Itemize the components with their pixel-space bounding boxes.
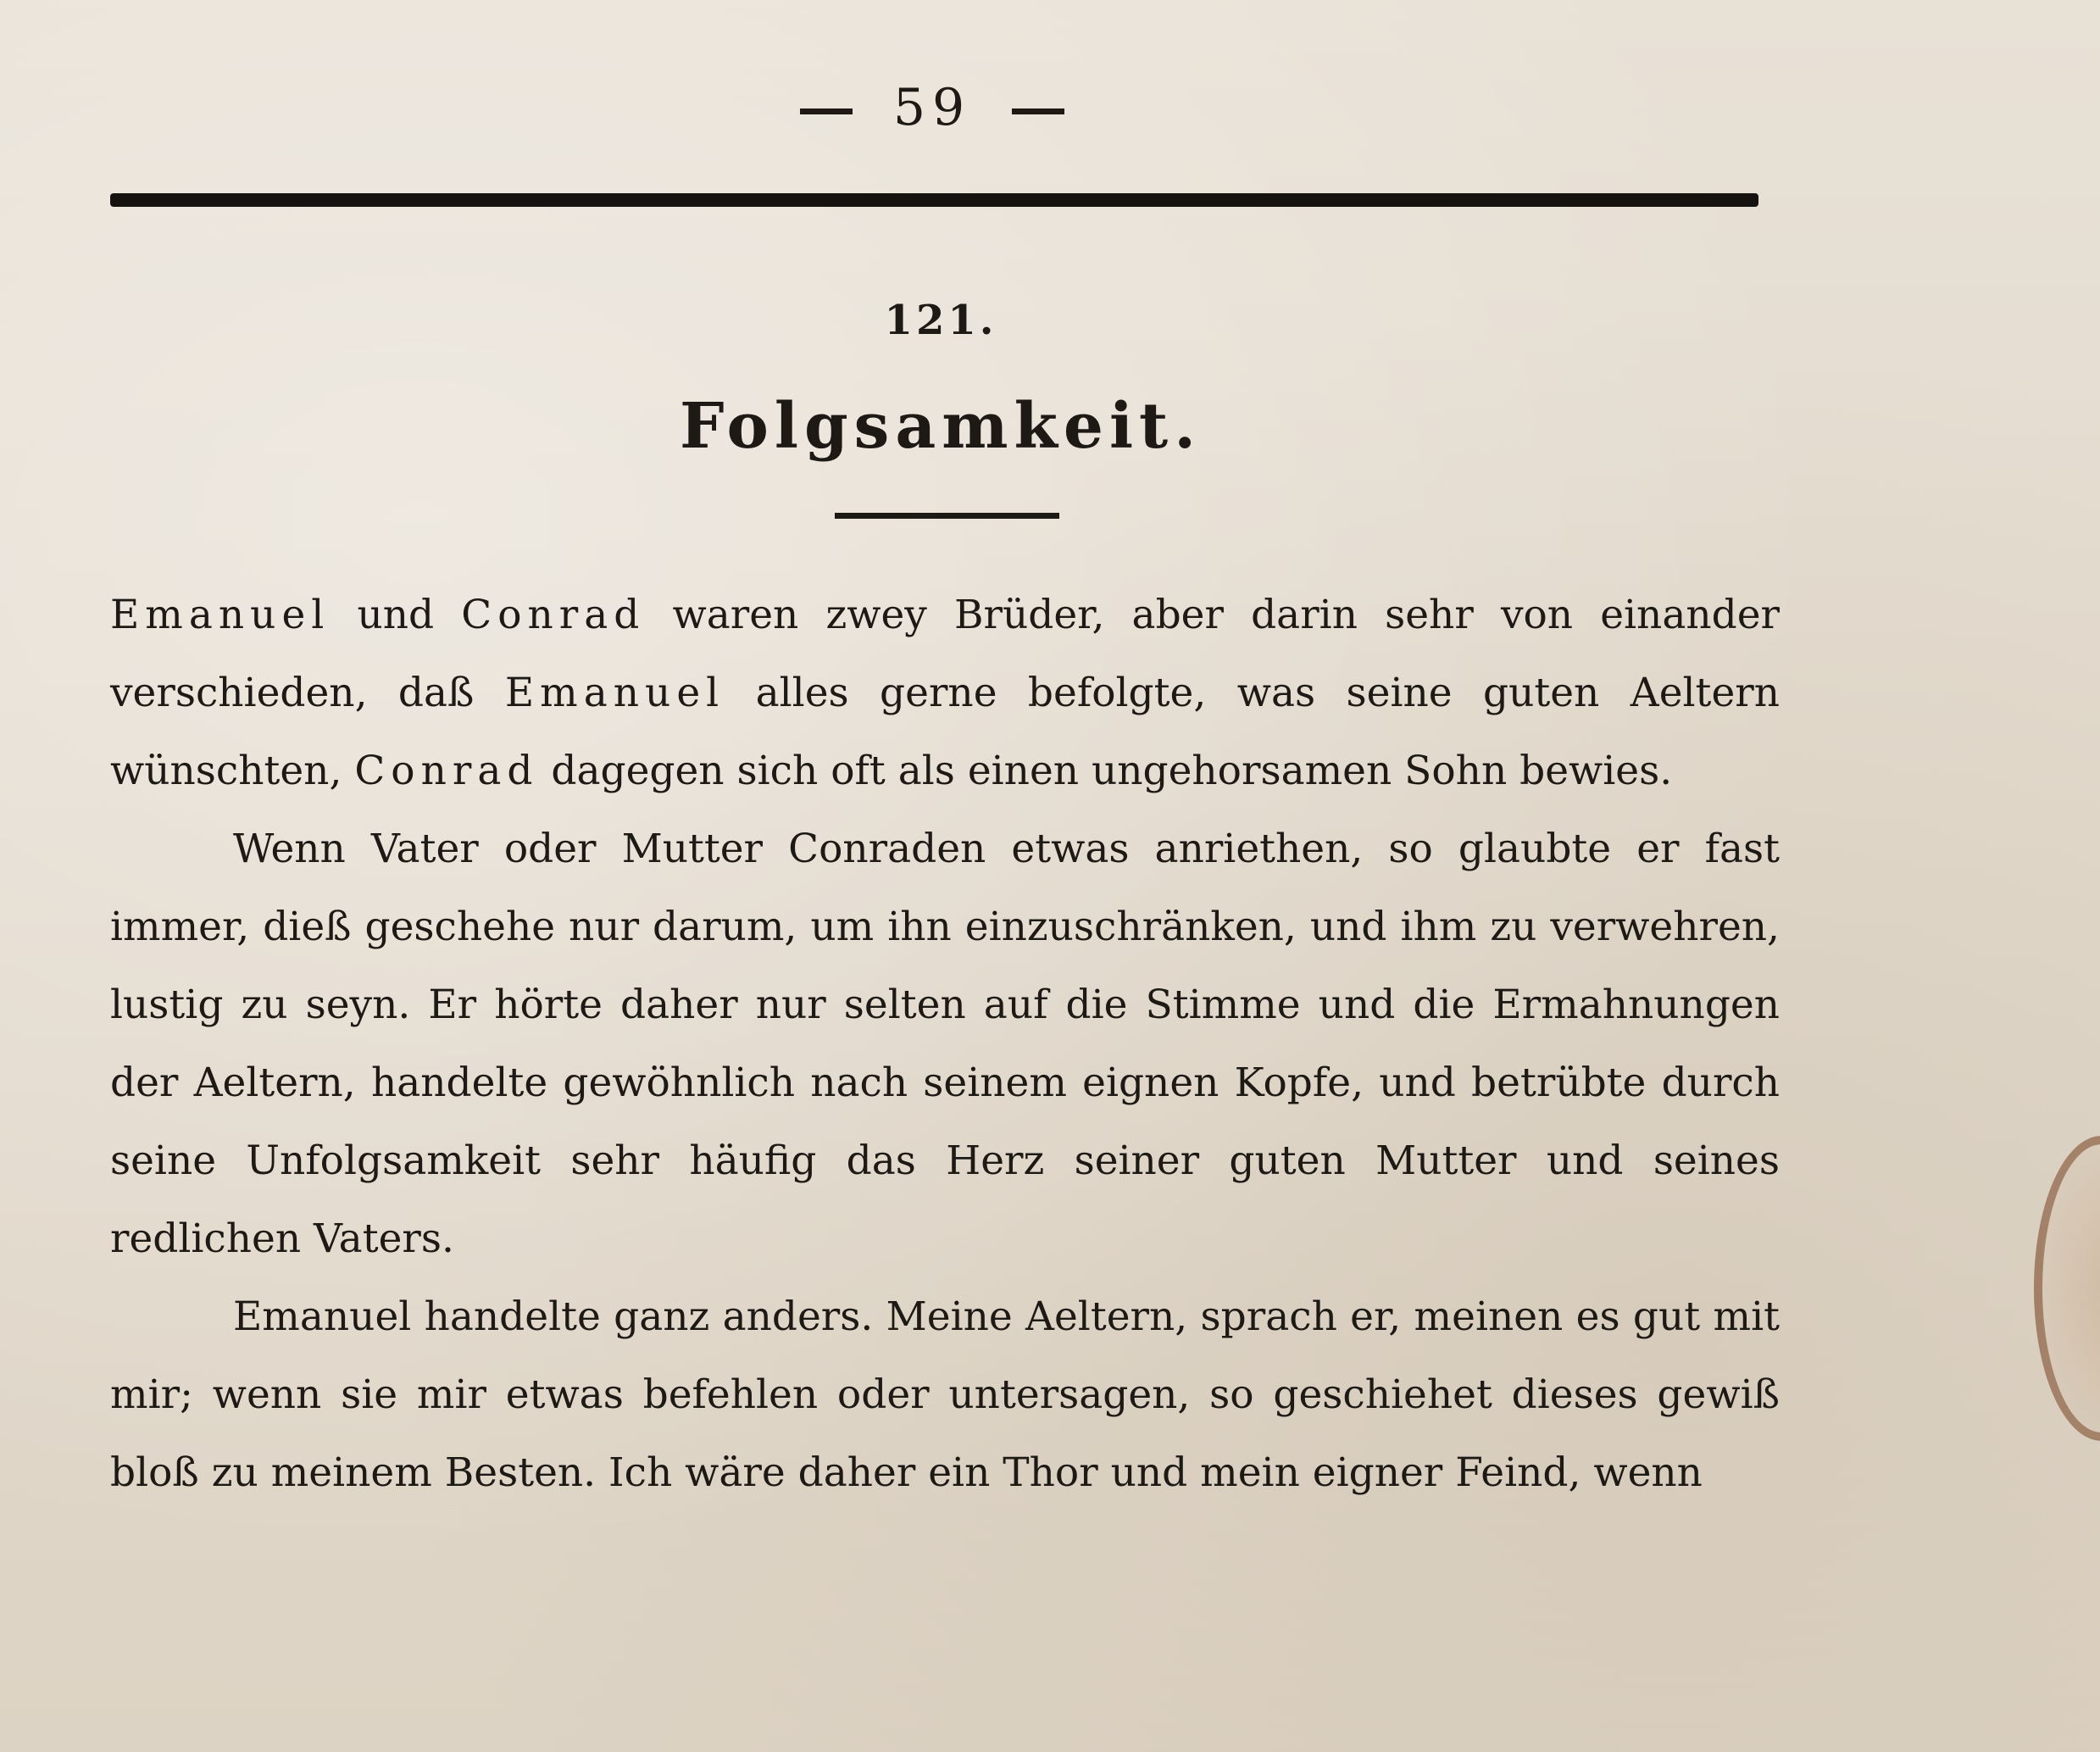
section-number: 121. xyxy=(884,297,997,344)
section-title: Folgsamkeit. xyxy=(679,390,1203,463)
spaced-name: Emanuel xyxy=(110,592,331,638)
page-number: 59 xyxy=(892,78,972,137)
text-run: alles gerne befolgte, was seine guten Aeltern wünschten, xyxy=(110,670,1780,794)
page-header xyxy=(0,78,1864,137)
text-run: waren zwey Brüder, aber darin sehr von einander verschieden, daß xyxy=(110,592,1780,716)
header-dash-right xyxy=(1012,108,1064,114)
text-run: Emanuel handelte ganz anders. Meine Aeltern, sprach er, meinen es gut mit mir; wenn sie mir etwas befehlen oder untersagen, so geschiehet dieses gewiß bloß zu meinem Besten. Ich wäre daher ein Thor und mein eigner Feind, wenn xyxy=(110,1293,1780,1496)
title-divider xyxy=(835,513,1059,519)
body-text xyxy=(110,576,1780,1512)
paper-stain xyxy=(2034,1136,2100,1441)
paragraph xyxy=(110,576,1780,810)
header-rule xyxy=(110,193,1758,207)
text-run: und xyxy=(330,592,462,638)
header-dash-left xyxy=(800,108,853,114)
paragraph xyxy=(110,810,1780,1278)
spaced-name: Conrad xyxy=(461,592,646,638)
text-run: dagegen sich oft als einen ungehorsamen Sohn bewies. xyxy=(538,748,1673,794)
text-run: Wenn Vater oder Mutter Conraden etwas anriethen, so glaubte er fast immer, dieß geschehe nur darum, um ihn einzuschränken, und ihm zu verwehren, lustig zu seyn. Er hörte daher nur selten auf die Stimme und die Ermahnungen der Aeltern, handelte gewöhnlich nach seinem eignen Kopfe, und betrübte durch seine Unfolgsamkeit sehr häufig das Herz seiner guten Mutter und seines redlichen Vaters. xyxy=(110,826,1780,1262)
spaced-name: Conrad xyxy=(354,748,539,794)
paragraph xyxy=(110,1278,1780,1512)
spaced-name: Emanuel xyxy=(504,670,725,716)
